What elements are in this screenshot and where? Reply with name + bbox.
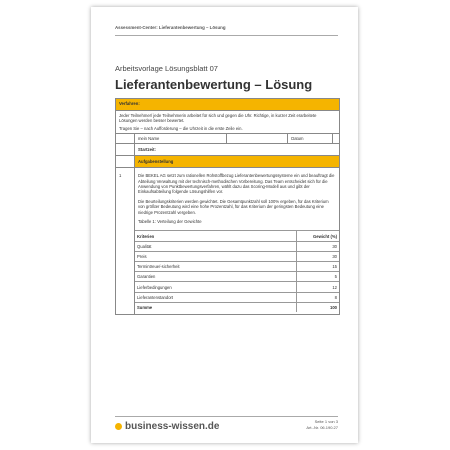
table-row: [135, 292, 339, 302]
name-field[interactable]: [227, 134, 288, 143]
datum-field[interactable]: [333, 134, 339, 143]
criterion-weight: 30: [297, 251, 340, 261]
criterion-name: Lieferbedingungen: [135, 282, 297, 292]
document-subtitle: Arbeitsvorlage Lösungsblatt 07: [115, 64, 218, 73]
footer-divider: [115, 416, 338, 417]
table-row: [135, 241, 339, 251]
aufgabe-row: [116, 167, 339, 314]
header-divider: [115, 35, 338, 36]
criterion-weight: 5: [297, 272, 340, 282]
criterion-name: Termintreue/-sicherheit: [135, 262, 297, 272]
table-row: [135, 262, 339, 272]
table-sum-row: [135, 302, 339, 312]
document-title: Lieferantenbewertung – Lösung: [115, 77, 313, 92]
table-row: [135, 272, 339, 282]
aufgabe-paragraph-2: Die Beurteilungskriterien werden gewichtet. Die Gesamtpunktzahl soll 100% ergeben, für das Kriterium von größter Bedeutung wird eine hohe Prozentzahl, für das Kriterium der geringsten Bedeutung eine niedrige Prozentzahl vergeben.: [138, 198, 329, 215]
logo-dot-icon: [115, 423, 122, 430]
criterion-weight: 30: [297, 241, 340, 251]
worksheet-form: [115, 98, 340, 315]
sum-value: 100: [297, 302, 340, 312]
aufgabe-header-row: [116, 155, 339, 167]
criterion-name: Garantien: [135, 272, 297, 282]
footer-logo: [115, 421, 219, 432]
page-number: Seite 1 von 3: [314, 419, 338, 424]
col-gewicht: Gewicht (%): [297, 231, 340, 241]
aufgabe-content: [135, 168, 339, 314]
datum-label: Datum: [288, 134, 333, 143]
logo-text: business-wissen.de: [125, 421, 220, 432]
aufgabe-paragraph-1: Die BEKEL AG setzt zum rationellen Rohstoffbezug Lieferantenbewertungssysteme ein und beauftragt die Abteilung Verwaltung mit der technisch-methodischen Vorbereitung. Das Team entscheidet sich für die Anwendung von Punktbewertungsverfahren, wählt dazu das Scoring-Modell aus und gibt der Einkaufsabteilung folgende Lösungshilfen vor.: [138, 173, 335, 195]
weights-table: [135, 230, 339, 312]
criterion-weight: 15: [297, 262, 340, 272]
startzeit-label: Startzeit:: [138, 147, 156, 153]
startzeit-row: [116, 143, 339, 155]
page-info: [306, 419, 338, 430]
col-kriterien: Kriterien: [135, 231, 297, 241]
page-header: Assessment-Center: Lieferantenbewertung – Lösung: [115, 25, 226, 30]
criterion-weight: 12: [297, 282, 340, 292]
table-header-row: [135, 231, 339, 241]
article-number: Art.-Nr. 06.190.27: [306, 424, 338, 430]
document-page: [91, 7, 358, 443]
criterion-name: Preis: [135, 251, 297, 261]
verfahren-text-1: Jeder Teilnehmer/ jede Teilnehmerin arbeitet für sich und gegen die Uhr. Richtige, in kurzer Zeit erarbeitete Lösungen werden besser bewertet.: [119, 113, 317, 124]
table-row: [135, 251, 339, 261]
name-label: mein Name: [135, 134, 228, 143]
aufgabe-header: Aufgabenstellung: [135, 156, 339, 167]
sum-label: Summe: [135, 302, 297, 312]
name-row: [116, 133, 339, 143]
criterion-name: Lieferantenstandort: [135, 292, 297, 302]
table-row: [135, 282, 339, 292]
criterion-weight: 8: [297, 292, 340, 302]
verfahren-text-2: Tragen Sie – nach Aufforderung – die Uhrzeit in die erste Zeile ein.: [119, 125, 243, 131]
verfahren-header: Verfahren:: [116, 99, 339, 111]
criterion-name: Qualität: [135, 241, 297, 251]
table-caption: Tabelle 1: Verteilung der Gewichte: [138, 219, 202, 225]
task-number: 1: [116, 168, 135, 314]
